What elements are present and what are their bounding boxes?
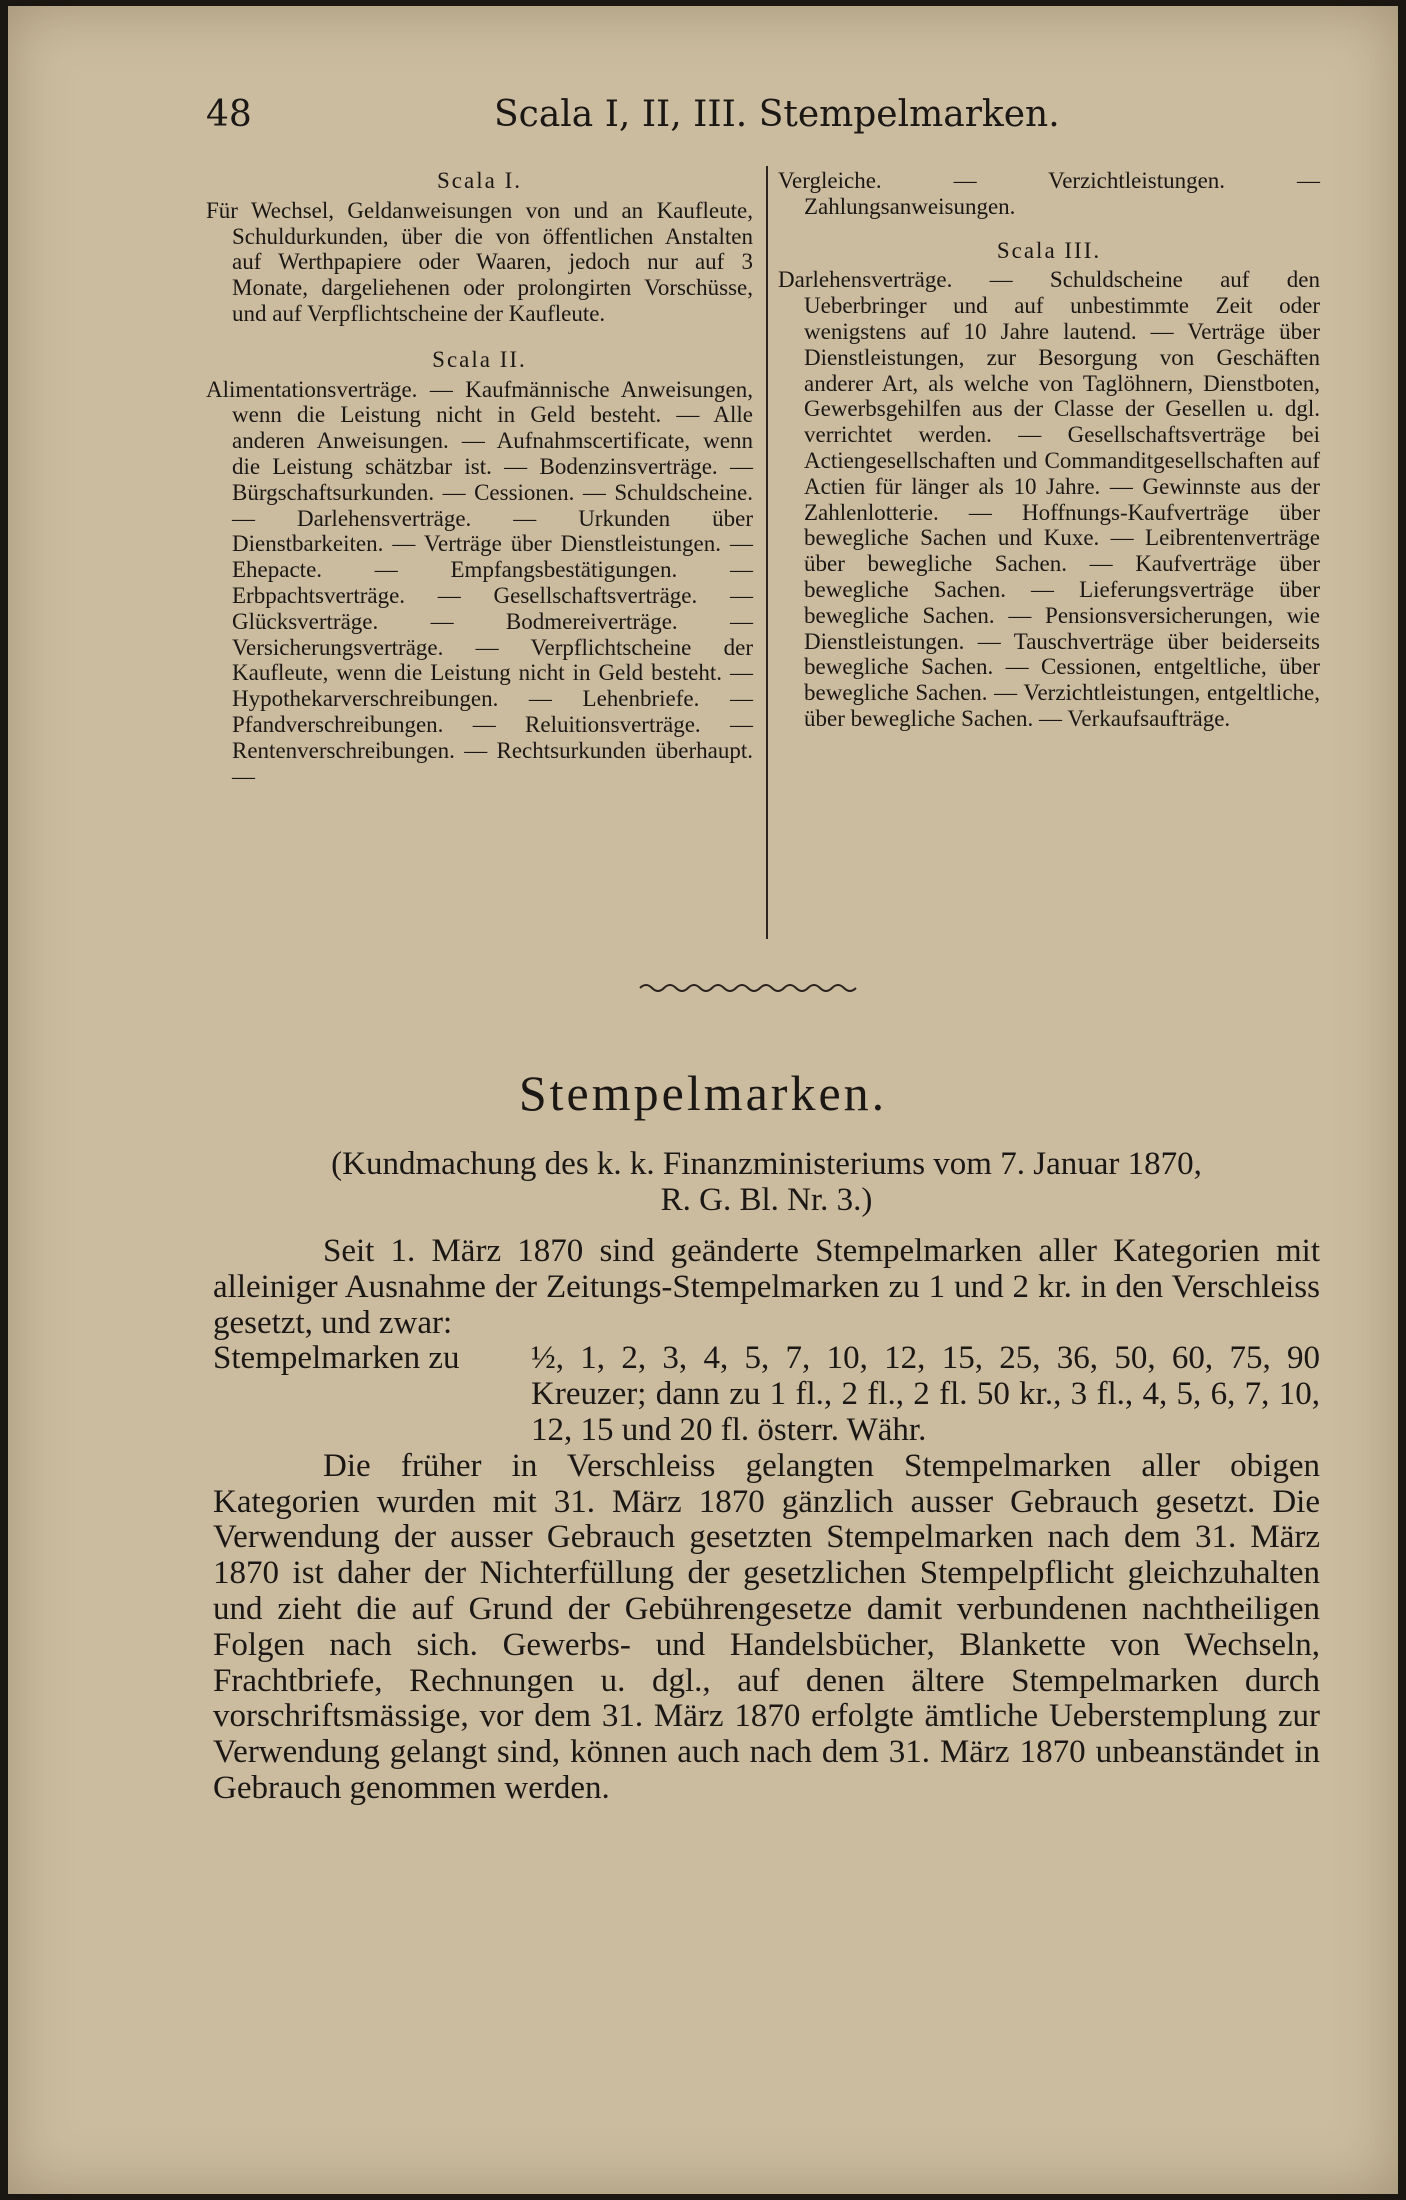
- page-header: [8, 94, 1398, 144]
- section-title: Stempelmarken.: [518, 1065, 888, 1121]
- right-column: [778, 168, 1320, 732]
- scala-1-text: Für Wechsel, Geldanweisungen von und an Kaufleute, Schuldurkunden, über die von öffentlichen Anstalten auf Werthpapiere oder Waaren, jedoch nur auf 3 Monate, dargeliehenen oder prolongirten Vorschüsse, und auf Verpflichtscheine der Kaufleute.: [206, 197, 753, 326]
- running-title: Scala I, II, III. Stempelmarken.: [494, 94, 1060, 135]
- wavy-divider-ornament: [638, 978, 858, 998]
- book-page: [8, 6, 1398, 2194]
- stamp-values-block: [213, 1341, 1320, 1448]
- scala-2-text: Alimentationsverträge. — Kaufmännische Anweisungen, wenn die Leistung nicht in Geld besteht. — Alle anderen Anweisungen. — Aufnahmscertificate, wenn die Leistung schätzbar ist. — Bodenzinsverträge. — Bürgschaftsurkunden. — Cessionen. — Schuldscheine. — Darlehensverträge. — Urkunden über Dienstbarkeiten. — Verträge über Dienstleistungen. — Ehepacte. — Empfangsbestätigungen. — Erbpachtsverträge. — Gesellschaftsverträge. — Glücksverträge. — Bodmereiverträge. — Versicherungsverträge. — Verpflichtscheine der Kaufleute, wenn die Leistung nicht in Geld besteht. — Hypothekarverschreibungen. — Lehenbriefe. — Pfandverschreibungen. — Reluitionsverträge. — Rentenverschreibungen. — Rechtsurkunden überhaupt. —: [206, 376, 753, 789]
- column-divider: [766, 166, 768, 939]
- scala-1-heading: Scala I.: [437, 168, 522, 193]
- subtitle-line-1: (Kundmachung des k. k. Finanzministeriums vom 7. Januar 1870,: [331, 1146, 1202, 1182]
- scala-3-heading: Scala III.: [996, 237, 1102, 263]
- section-subtitle: [213, 1146, 1320, 1218]
- scala-2-continued: Vergleiche. — Verzichtleistungen. — Zahlungsanweisungen.: [778, 168, 1320, 219]
- left-column: [206, 168, 753, 789]
- paragraph-1: Seit 1. März 1870 sind geänderte Stempelmarken aller Kategorien mit alleiniger Ausnahme der Zeitungs-Stempelmarken zu 1 und 2 kr. in den Verschleiss gesetzt, und zwar:: [213, 1233, 1320, 1341]
- subtitle-line-2: R. G. Bl. Nr. 3.): [660, 1182, 873, 1218]
- page-number: 48: [206, 94, 252, 135]
- scala-2-heading: Scala II.: [432, 346, 527, 372]
- stamps-lead: Stempelmarken zu: [213, 1340, 460, 1377]
- paragraph-2: Die früher in Verschleiss gelangten Stempelmarken aller obigen Kategorien wurden mit 31. März 1870 gänzlich ausser Gebrauch gesetzt. Die Verwendung der ausser Gebrauch gesetzten Stempelmarken nach dem 31. März 1870 ist daher der Nichterfüllung der gesetzlichen Stempelpflicht gleichzuhalten und zieht die auf Grund der Gebührengesetze damit verbundenen nachtheiligen Folgen nach sich. Gewerbs- und Handelsbücher, Blankette von Wechseln, Frachtbriefe, Rechnungen u. dgl., auf denen ältere Stempelmarken durch vorschriftsmässige, vor dem 31. März 1870 erfolgte ämtliche Ueberstemplung zur Verwendung gelangt sind, können auch nach dem 31. März 1870 unbeanständet in Gebrauch genommen werden.: [213, 1447, 1320, 1806]
- scala-3-text: Darlehensverträge. — Schuldscheine auf den Ueberbringer und auf unbestimmte Zeit oder wenigstens auf 10 Jahre lautend. — Verträge über Dienstleistungen, zur Besorgung von Geschäften anderer Art, als welche von Taglöhnern, Dienstboten, Gewerbsgehilfen aus der Classe der Gesellen u. dgl. verrichtet werden. — Gesellschaftsverträge bei Actiengesellschaften und Commanditgesellschaften auf Actien für länger als 10 Jahre. — Gewinnste aus der Zahlenlotterie. — Hoffnungs-Kaufverträge über bewegliche Sachen und Kuxe. — Leibrentenverträge über bewegliche Sachen. — Kaufverträge über bewegliche Sachen. — Lieferungsverträge über bewegliche Sachen. — Pensionsversicherungen, wie Dienstleistungen. — Tauschverträge über beiderseits bewegliche Sachen. — Cessionen, entgeltliche, über bewegliche Sachen. — Verzichtleistungen, entgeltliche, über bewegliche Sachen. — Verkaufsaufträge.: [778, 267, 1320, 731]
- section-body: [213, 1234, 1320, 1807]
- stamps-values: ½, 1, 2, 3, 4, 5, 7, 10, 12, 15, 25, 36, 50, 60, 75, 90 Kreuzer; dann zu 1 fl., 2 fl., 2 fl. 50 kr., 3 fl., 4, 5, 6, 7, 10, 12, 15 und 20 fl. österr. Währ.: [531, 1340, 1320, 1448]
